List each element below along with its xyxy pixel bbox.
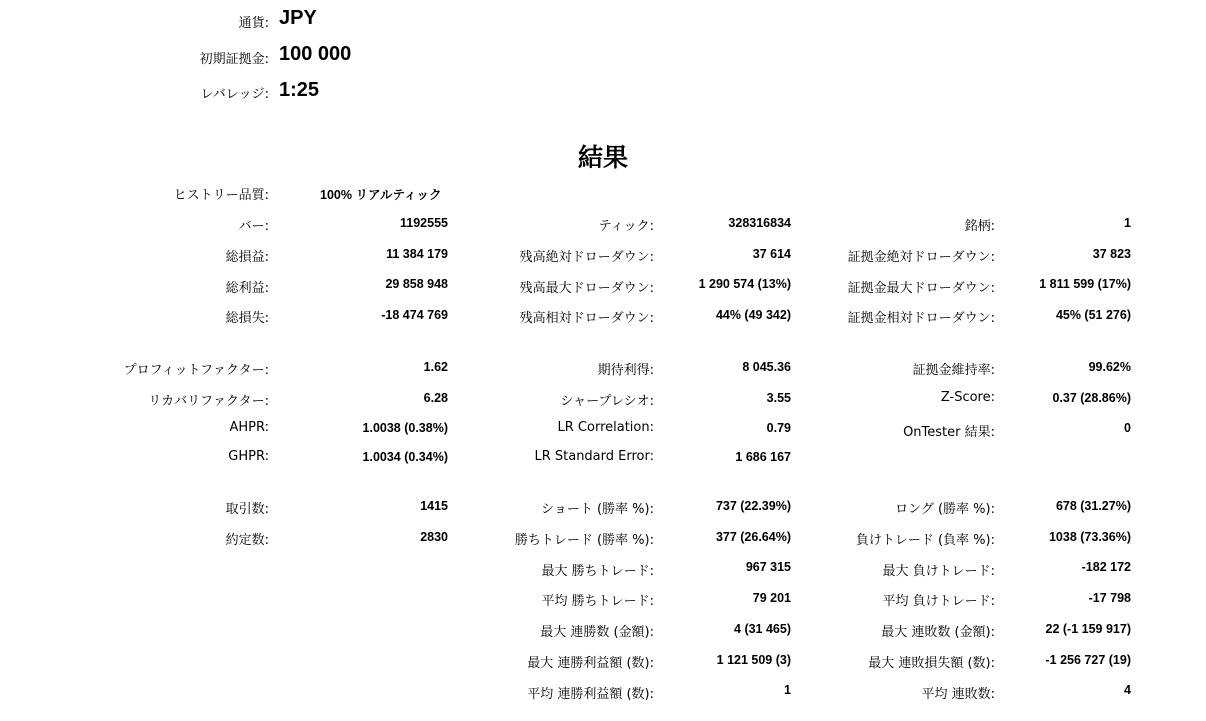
- ahpr-label: AHPR:: [229, 420, 269, 435]
- gross-loss-label: 総損失:: [225, 311, 269, 326]
- ghpr-label: GHPR:: [228, 449, 269, 464]
- expected-payoff-value: 8 045.36: [742, 360, 791, 374]
- balance-abs-drawdown-label: 残高絶対ドローダウン:: [519, 250, 654, 265]
- average-profit-trade-value: 79 201: [752, 591, 791, 605]
- loss-trades-value: 1038 (73.36%): [1048, 530, 1131, 544]
- trades-value: 1415: [420, 499, 448, 513]
- balance-abs-drawdown-value: 37 614: [752, 247, 791, 261]
- sharpe-ratio-label: シャープレシオ:: [560, 394, 654, 409]
- max-consecutive-loss-label: 最大 連敗損失額 (数):: [868, 656, 995, 671]
- lr-correlation-value: 0.79: [766, 421, 791, 435]
- equity-abs-drawdown-label: 証拠金絶対ドローダウン:: [847, 250, 995, 265]
- deposit-label: 初期証拠金:: [199, 52, 269, 67]
- long-trades-label: ロング (勝率 %):: [895, 502, 995, 517]
- z-score-label: Z-Score:: [940, 390, 995, 405]
- max-consecutive-wins-value: 4 (31 465): [734, 622, 791, 636]
- ghpr-value: 1.0034 (0.34%): [362, 450, 448, 464]
- equity-max-drawdown-value: 1 811 599 (17%): [1039, 277, 1131, 291]
- average-loss-trade-value: -17 798: [1088, 591, 1131, 605]
- short-trades-value: 737 (22.39%): [715, 499, 791, 513]
- balance-rel-drawdown-label: 残高相対ドローダウン:: [519, 311, 654, 326]
- average-consecutive-wins-value: 1: [784, 683, 791, 697]
- deals-value: 2830: [420, 530, 448, 544]
- balance-max-drawdown-label: 残高最大ドローダウン:: [519, 281, 654, 296]
- short-trades-label: ショート (勝率 %):: [541, 502, 654, 517]
- symbols-label: 銘柄:: [964, 219, 995, 234]
- results-title: 結果: [577, 143, 628, 172]
- ticks-label: ティック:: [598, 219, 654, 234]
- lr-standard-error-label: LR Standard Error:: [534, 449, 654, 464]
- currency-value: JPY: [279, 7, 317, 29]
- max-consecutive-profit-value: 1 121 509 (3): [716, 653, 791, 667]
- deals-label: 約定数:: [225, 533, 269, 548]
- recovery-factor-label: リカバリファクター:: [148, 394, 269, 409]
- z-score-value: 0.37 (28.86%): [1052, 391, 1131, 405]
- ticks-value: 328316834: [728, 216, 791, 230]
- net-profit-value: 11 384 179: [386, 247, 448, 261]
- recovery-factor-value: 6.28: [423, 391, 448, 405]
- leverage-value: 1:25: [279, 79, 320, 101]
- profit-factor-value: 1.62: [423, 360, 448, 374]
- profit-trades-value: 377 (26.64%): [715, 530, 791, 544]
- margin-level-value: 99.62%: [1088, 360, 1131, 374]
- history-quality-value: 100% リアルティック: [320, 188, 442, 202]
- gross-profit-label: 総利益:: [225, 281, 269, 296]
- balance-rel-drawdown-value: 44% (49 342): [715, 308, 791, 322]
- equity-rel-drawdown-value: 45% (51 276): [1055, 308, 1131, 322]
- margin-level-label: 証拠金維持率:: [912, 363, 995, 378]
- ahpr-value: 1.0038 (0.38%): [362, 421, 448, 435]
- gross-loss-value: -18 474 769: [381, 308, 448, 322]
- balance-max-drawdown-value: 1 290 574 (13%): [698, 277, 791, 291]
- max-consecutive-wins-label: 最大 連勝数 (金額):: [540, 625, 654, 640]
- average-consecutive-losses-value: 4: [1124, 683, 1131, 697]
- net-profit-label: 総損益:: [225, 250, 269, 265]
- average-loss-trade-label: 平均 負けトレード:: [882, 594, 995, 609]
- largest-loss-trade-value: -182 172: [1081, 560, 1131, 574]
- max-consecutive-loss-value: -1 256 727 (19): [1045, 653, 1131, 667]
- lr-standard-error-value: 1 686 167: [735, 450, 791, 464]
- sharpe-ratio-value: 3.55: [766, 391, 791, 405]
- bars-label: バー:: [238, 219, 269, 234]
- deposit-value: 100 000: [279, 43, 352, 65]
- bars-value: 1192555: [400, 216, 448, 230]
- history-quality-label: ヒストリー品質:: [173, 188, 269, 203]
- ontester-result-label: OnTester 結果:: [903, 425, 995, 440]
- symbols-value: 1: [1124, 216, 1131, 230]
- equity-max-drawdown-label: 証拠金最大ドローダウン:: [847, 281, 995, 296]
- expected-payoff-label: 期待利得:: [597, 363, 654, 378]
- currency-label: 通貨:: [238, 16, 269, 31]
- max-consecutive-losses-value: 22 (-1 159 917): [1045, 622, 1131, 636]
- profit-trades-label: 勝ちトレード (勝率 %):: [514, 533, 654, 548]
- average-consecutive-losses-label: 平均 連敗数:: [921, 687, 995, 702]
- largest-profit-trade-value: 967 315: [745, 560, 791, 574]
- loss-trades-label: 負けトレード (負率 %):: [855, 533, 995, 548]
- largest-profit-trade-label: 最大 勝ちトレード:: [541, 564, 654, 579]
- average-profit-trade-label: 平均 勝ちトレード:: [541, 594, 654, 609]
- leverage-label: レバレッジ:: [200, 87, 269, 102]
- long-trades-value: 678 (31.27%): [1055, 499, 1131, 513]
- equity-abs-drawdown-value: 37 823: [1092, 247, 1131, 261]
- equity-rel-drawdown-label: 証拠金相対ドローダウン:: [847, 311, 995, 326]
- max-consecutive-profit-label: 最大 連勝利益額 (数):: [527, 656, 654, 671]
- lr-correlation-label: LR Correlation:: [557, 420, 654, 435]
- largest-loss-trade-label: 最大 負けトレード:: [882, 564, 995, 579]
- gross-profit-value: 29 858 948: [385, 277, 448, 291]
- profit-factor-label: プロフィットファクター:: [123, 363, 269, 378]
- average-consecutive-wins-label: 平均 連勝利益額 (数):: [527, 687, 654, 702]
- ontester-result-value: 0: [1124, 421, 1131, 435]
- max-consecutive-losses-label: 最大 連敗数 (金額):: [881, 625, 995, 640]
- trades-label: 取引数:: [225, 502, 269, 517]
